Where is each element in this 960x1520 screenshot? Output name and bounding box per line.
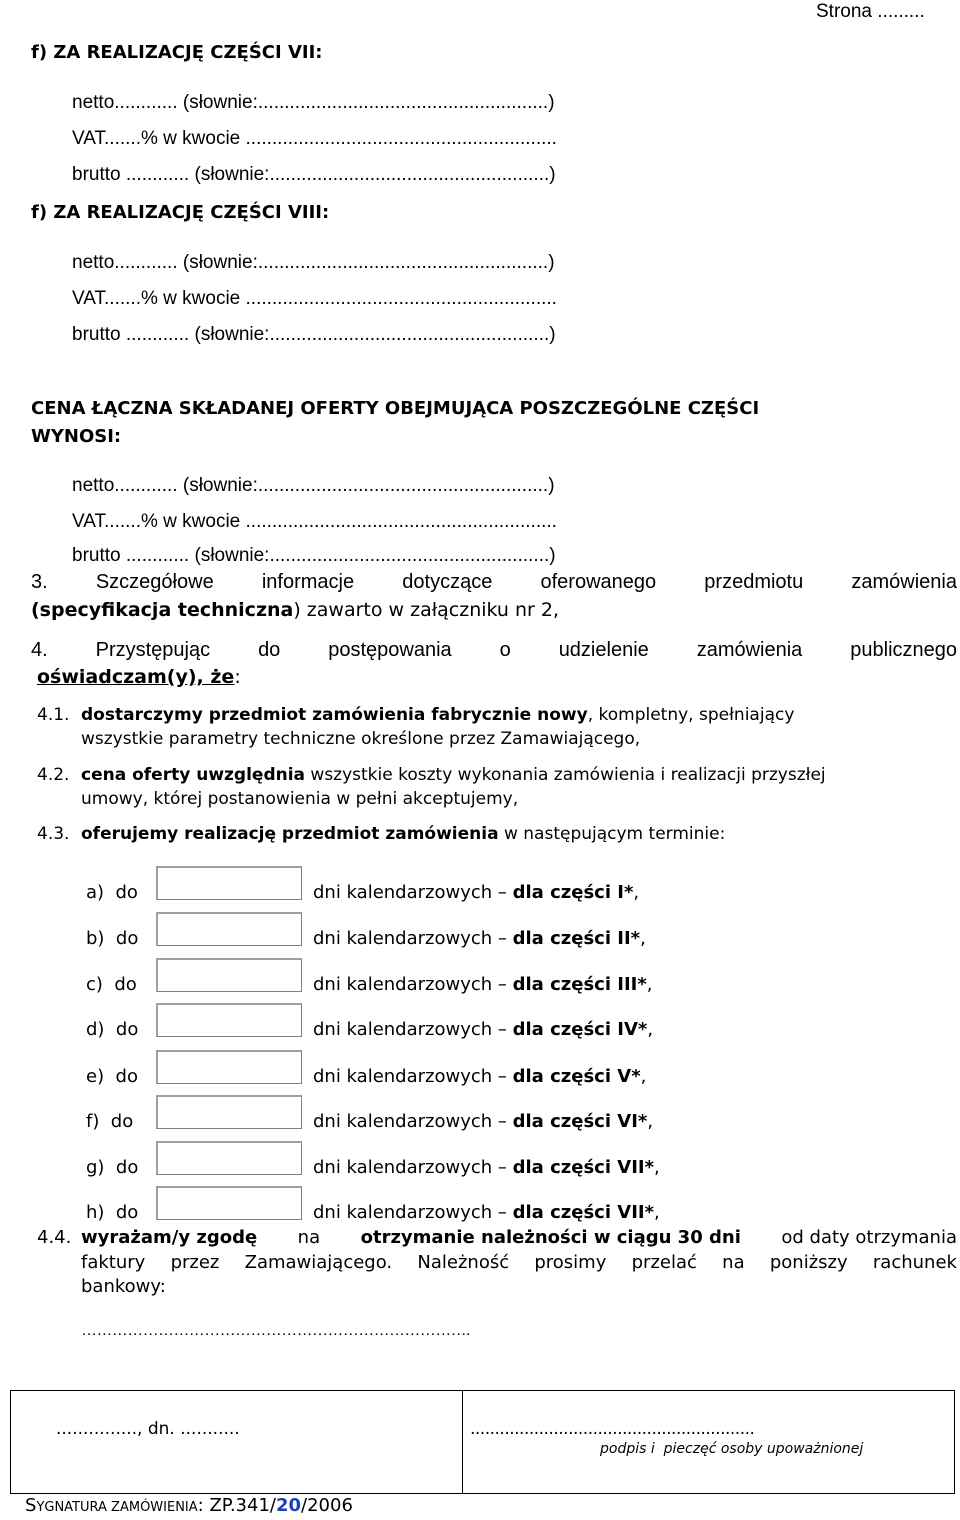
deadline-suffix: , — [633, 882, 640, 903]
deadline-prefix: dni kalendarzowych – — [313, 928, 513, 949]
footer-code: : ZP.341/ — [197, 1495, 276, 1516]
item-4-2-bold: cena oferty uwzględnia — [81, 765, 306, 785]
item-4-4-word: poniższy — [769, 1252, 848, 1273]
item3-word: informacje — [261, 571, 355, 593]
deadline-part: dla części II* — [512, 928, 641, 949]
item4-word: 4. — [31, 639, 48, 661]
item3-line2 — [31, 601, 559, 620]
signature-divider — [462, 1390, 463, 1494]
deadline-prefix: dni kalendarzowych – — [313, 1019, 513, 1040]
item-4-4-word: na — [722, 1252, 745, 1273]
item3-word: oferowanego — [540, 571, 657, 593]
item4-declare: oświadczam(y), że — [37, 666, 235, 688]
item-4-2-number: 4.2. — [37, 765, 70, 785]
days-input-g[interactable] — [156, 1141, 302, 1175]
deadline-part: dla części IV* — [512, 1019, 648, 1040]
deadline-suffix: , — [646, 974, 653, 995]
item-4-1-line2: wszystkie parametry techniczne określone przez Zamawiającego, — [81, 729, 641, 749]
item4-word: Przystępując — [95, 639, 211, 661]
total-heading-line1: CENA ŁĄCZNA SKŁADANEJ OFERTY OBEJMUJĄCA POSZCZEGÓLNE CZĘŚCI — [31, 398, 760, 419]
deadline-part: dla części VII* — [512, 1202, 655, 1223]
deadline-text — [313, 1159, 660, 1177]
item-4-3-number: 4.3. — [37, 824, 70, 844]
deadline-label: d) do — [86, 1019, 139, 1040]
deadline-label: a) do — [86, 882, 138, 903]
deadline-text — [313, 1204, 660, 1222]
item-4-1-bold: dostarczymy przedmiot zamówienia fabrycznie nowy — [81, 705, 588, 725]
deadline-prefix: dni kalendarzowych – — [313, 882, 513, 903]
item-4-4-word: faktury — [81, 1252, 146, 1273]
deadline-part: dla części VII* — [512, 1157, 655, 1178]
deadline-prefix: dni kalendarzowych – — [313, 974, 513, 995]
deadline-text — [313, 1021, 653, 1039]
item4-line2 — [37, 668, 241, 687]
deadline-label: h) do — [86, 1202, 139, 1223]
days-input-c[interactable] — [156, 958, 302, 992]
deadline-part: dla części I* — [512, 882, 634, 903]
item3-word: 3. — [31, 571, 48, 593]
deadline-text — [313, 930, 646, 948]
item3-word: Szczegółowe — [95, 571, 214, 593]
deadline-label: g) do — [86, 1157, 139, 1178]
item-4-1-number: 4.1. — [37, 705, 70, 725]
item-4-4-word: od daty otrzymania — [781, 1227, 957, 1248]
deadline-part: dla części III* — [512, 974, 647, 995]
part7-brutto: brutto ............ (słownie:.....................................................) — [72, 164, 556, 185]
item-4-3-line1 — [81, 826, 725, 843]
deadline-text — [313, 1068, 646, 1086]
place-date: ..............., dn. ........... — [56, 1419, 240, 1439]
footer-year: /2006 — [301, 1495, 353, 1516]
item3-bold: (specyfikacja techniczna — [31, 599, 294, 621]
item4-colon: : — [234, 666, 241, 688]
item-4-3-bold: oferujemy realizację przedmiot zamówienia — [81, 824, 499, 844]
deadline-part: dla części V* — [512, 1066, 641, 1087]
item-4-4-consent: wyrażam/y zgodę — [81, 1227, 258, 1248]
days-input-b[interactable] — [156, 912, 302, 946]
deadline-text — [313, 1113, 653, 1131]
deadline-text — [313, 884, 639, 902]
part8-brutto: brutto ............ (słownie:.....................................................) — [72, 324, 556, 345]
item-4-2-line2: umowy, której postanowienia w pełni akceptujemy, — [81, 789, 519, 809]
item4-word: udzielenie — [558, 639, 649, 661]
deadline-suffix: , — [654, 1157, 660, 1178]
item4-line1 — [31, 640, 957, 660]
deadline-prefix: dni kalendarzowych – — [313, 1111, 513, 1132]
page-number-label: Strona ......... — [816, 1, 925, 22]
days-input-h[interactable] — [156, 1186, 302, 1220]
deadline-prefix: dni kalendarzowych – — [313, 1157, 513, 1178]
part8-netto: netto............ (słownie:.......................................................) — [72, 252, 555, 273]
item3-line1 — [31, 572, 957, 592]
item3-word: zamówienia — [851, 571, 957, 593]
item-4-3-rest: w następującym terminie: — [498, 824, 726, 844]
total-netto: netto............ (słownie:.......................................................) — [72, 475, 555, 496]
signature-dots: .......................................................... — [470, 1419, 755, 1439]
item3-rest: ) zawarto w załączniku nr 2, — [293, 599, 560, 621]
deadline-part: dla części VI* — [512, 1111, 648, 1132]
item-4-2-rest: wszystkie koszty wykonania zamówienia i realizacji przyszłej — [305, 765, 826, 785]
item-4-4-word: prosimy — [534, 1252, 607, 1273]
part7-vat: VAT.......% w kwocie ........................................................... — [72, 128, 557, 149]
footer-small-caps: YGNATURA ZAMÓWIENIA — [36, 1500, 198, 1515]
deadline-suffix: , — [640, 1066, 647, 1087]
item4-word: postępowania — [328, 639, 452, 661]
deadline-label: e) do — [86, 1066, 138, 1087]
deadline-suffix: , — [640, 928, 646, 949]
item4-word: do — [258, 639, 281, 661]
item-4-4-line1 — [81, 1229, 957, 1247]
item4-word: zamówienia — [696, 639, 803, 661]
days-input-a[interactable] — [156, 866, 302, 900]
part7-heading: f) ZA REALIZACJĘ CZĘŚCI VII: — [31, 42, 323, 63]
item3-word: przedmiotu — [704, 571, 804, 593]
deadline-suffix: , — [654, 1202, 660, 1223]
part8-vat: VAT.......% w kwocie ........................................................... — [72, 288, 557, 309]
item-4-4-number: 4.4. — [37, 1227, 72, 1248]
item-4-4-word: rachunek — [872, 1252, 957, 1273]
footer-signature-number — [25, 1497, 353, 1515]
deadline-suffix: , — [647, 1019, 654, 1040]
item-4-4-word: na — [297, 1227, 321, 1248]
days-input-f[interactable] — [156, 1095, 302, 1129]
deadline-label: b) do — [86, 928, 139, 949]
days-input-d[interactable] — [156, 1003, 302, 1037]
bank-account-dots: …………………………………………………………………. — [81, 1322, 470, 1339]
item-4-4-word: przez — [170, 1252, 220, 1273]
footer-cap: S — [25, 1495, 37, 1516]
item4-word: publicznego — [850, 639, 957, 661]
deadline-suffix: , — [647, 1111, 654, 1132]
item-4-4-word: przelać — [631, 1252, 697, 1273]
deadline-label: c) do — [86, 974, 137, 995]
item3-word: dotyczące — [402, 571, 493, 593]
total-vat: VAT.......% w kwocie ........................................................... — [72, 511, 557, 532]
total-heading-line2: WYNOSI: — [31, 426, 122, 447]
deadline-label: f) do — [86, 1111, 134, 1132]
part7-netto: netto............ (słownie:.......................................................) — [72, 92, 555, 113]
footer-number: 20 — [275, 1495, 302, 1516]
days-input-e[interactable] — [156, 1050, 302, 1084]
item-4-1-rest: , kompletny, spełniający — [587, 705, 795, 725]
item-4-4-payment: otrzymanie należności w ciągu 30 dni — [360, 1227, 741, 1248]
item-4-4-word: Należność — [417, 1252, 510, 1273]
item-4-2-line1 — [81, 767, 826, 784]
signature-caption: podpis i pieczęć osoby upoważnionej — [600, 1441, 864, 1457]
deadline-prefix: dni kalendarzowych – — [313, 1066, 513, 1087]
item-4-1-line1 — [81, 707, 794, 724]
item-4-4-word: Zamawiającego. — [244, 1252, 393, 1273]
deadline-text — [313, 976, 653, 994]
item-4-4-line2 — [81, 1254, 957, 1272]
item-4-4-line3: bankowy: — [81, 1276, 166, 1297]
part8-heading: f) ZA REALIZACJĘ CZĘŚCI VIII: — [31, 202, 330, 223]
total-brutto: brutto ............ (słownie:.....................................................) — [72, 545, 556, 566]
deadline-prefix: dni kalendarzowych – — [313, 1202, 513, 1223]
item4-word: o — [499, 639, 511, 661]
